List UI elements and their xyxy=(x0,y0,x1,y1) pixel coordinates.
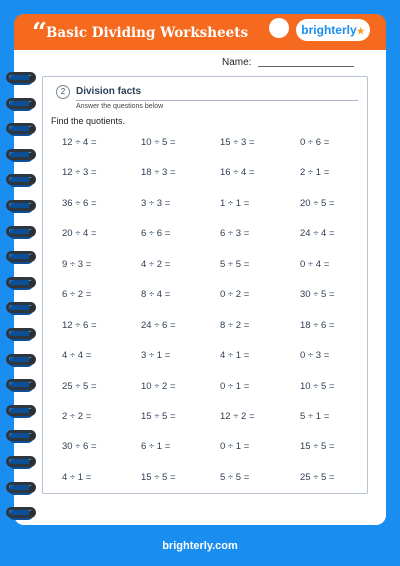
quote-mark: “ xyxy=(32,18,47,48)
division-problem: 24 ÷ 6 = xyxy=(141,319,176,331)
section-title: Division facts xyxy=(76,86,142,97)
division-problem: 20 ÷ 4 = xyxy=(62,228,97,240)
division-problem: 15 ÷ 5 = xyxy=(141,471,176,483)
division-problem: 4 ÷ 2 = xyxy=(141,258,171,270)
division-problem: 0 ÷ 1 = xyxy=(220,441,250,453)
division-problem: 10 ÷ 5 = xyxy=(141,137,176,148)
worksheet-title: Basic Dividing Worksheets xyxy=(46,25,249,41)
division-problem: 6 ÷ 6 = xyxy=(141,228,171,240)
division-problem: 25 ÷ 5 = xyxy=(300,471,335,483)
binding-ring xyxy=(6,251,36,265)
division-problem: 18 ÷ 3 = xyxy=(141,167,176,179)
section-number-badge: 2 xyxy=(56,85,70,99)
division-problem: 20 ÷ 5 = xyxy=(300,197,335,209)
division-problem: 25 ÷ 5 = xyxy=(62,380,97,392)
division-problem: 4 ÷ 1 = xyxy=(62,471,92,483)
division-problem: 12 ÷ 4 = xyxy=(62,137,97,148)
problem-grid xyxy=(62,137,362,502)
division-problem: 0 ÷ 3 = xyxy=(300,350,330,362)
binding-ring xyxy=(6,328,36,342)
division-problem: 24 ÷ 4 = xyxy=(300,228,335,240)
division-problem: 0 ÷ 6 = xyxy=(300,137,330,148)
division-problem: 30 ÷ 5 = xyxy=(300,289,335,301)
division-problem: 18 ÷ 6 = xyxy=(300,319,335,331)
binding-ring xyxy=(6,174,36,188)
division-problem: 15 ÷ 5 = xyxy=(300,441,335,453)
division-problem: 6 ÷ 1 = xyxy=(141,441,171,453)
division-problem: 1 ÷ 1 = xyxy=(220,197,250,209)
division-problem: 2 ÷ 1 = xyxy=(300,167,330,179)
binding-ring xyxy=(6,456,36,470)
division-problem: 30 ÷ 6 = xyxy=(62,441,97,453)
division-problem: 8 ÷ 4 = xyxy=(141,289,171,301)
division-problem: 5 ÷ 5 = xyxy=(220,471,250,483)
instruction-text: Find the quotients. xyxy=(51,116,126,126)
name-underline xyxy=(258,66,354,67)
division-problem: 6 ÷ 3 = xyxy=(220,228,250,240)
binding-ring xyxy=(6,98,36,112)
binding-ring xyxy=(6,482,36,496)
header-circle-decoration xyxy=(269,18,289,38)
division-problem: 15 ÷ 3 = xyxy=(220,137,255,148)
division-problem: 12 ÷ 2 = xyxy=(220,410,255,422)
binding-ring xyxy=(6,72,36,86)
division-problem: 12 ÷ 6 = xyxy=(62,319,97,331)
division-problem: 12 ÷ 3 = xyxy=(62,167,97,179)
binding-ring xyxy=(6,123,36,137)
brighterly-logo xyxy=(296,19,370,41)
binding-ring xyxy=(6,149,36,163)
division-problem: 0 ÷ 4 = xyxy=(300,258,330,270)
division-problem: 16 ÷ 4 = xyxy=(220,167,255,179)
division-problem: 9 ÷ 3 = xyxy=(62,258,92,270)
binding-ring xyxy=(6,302,36,316)
division-problem: 4 ÷ 1 = xyxy=(220,350,250,362)
section-subtitle: Answer the questions below xyxy=(76,103,164,110)
logo-text: brighterly xyxy=(301,23,357,37)
binding-ring xyxy=(6,507,36,521)
division-problem: 4 ÷ 4 = xyxy=(62,350,92,362)
division-problem: 6 ÷ 2 = xyxy=(62,289,92,301)
binding-ring xyxy=(6,430,36,444)
footer-url: brighterly.com xyxy=(162,540,238,552)
binding-ring xyxy=(6,354,36,368)
division-problem: 8 ÷ 2 = xyxy=(220,319,250,331)
division-problem: 2 ÷ 2 = xyxy=(62,410,92,422)
binding-ring xyxy=(6,200,36,214)
division-problem: 5 ÷ 1 = xyxy=(300,410,330,422)
section-divider xyxy=(76,100,358,101)
division-problem: 3 ÷ 1 = xyxy=(141,350,171,362)
division-problem: 3 ÷ 3 = xyxy=(141,197,171,209)
name-label: Name: xyxy=(222,57,252,68)
division-problem: 5 ÷ 5 = xyxy=(220,258,250,270)
binding-ring xyxy=(6,226,36,240)
binding-ring xyxy=(6,277,36,291)
division-problem: 10 ÷ 2 = xyxy=(141,380,176,392)
binding-ring xyxy=(6,405,36,419)
binding-ring xyxy=(6,379,36,393)
division-problem: 15 ÷ 5 = xyxy=(141,410,176,422)
division-problem: 0 ÷ 1 = xyxy=(220,380,250,392)
division-problem: 10 ÷ 5 = xyxy=(300,380,335,392)
logo-star-icon: ★ xyxy=(356,26,365,36)
division-problem: 0 ÷ 2 = xyxy=(220,289,250,301)
division-problem: 36 ÷ 6 = xyxy=(62,197,97,209)
